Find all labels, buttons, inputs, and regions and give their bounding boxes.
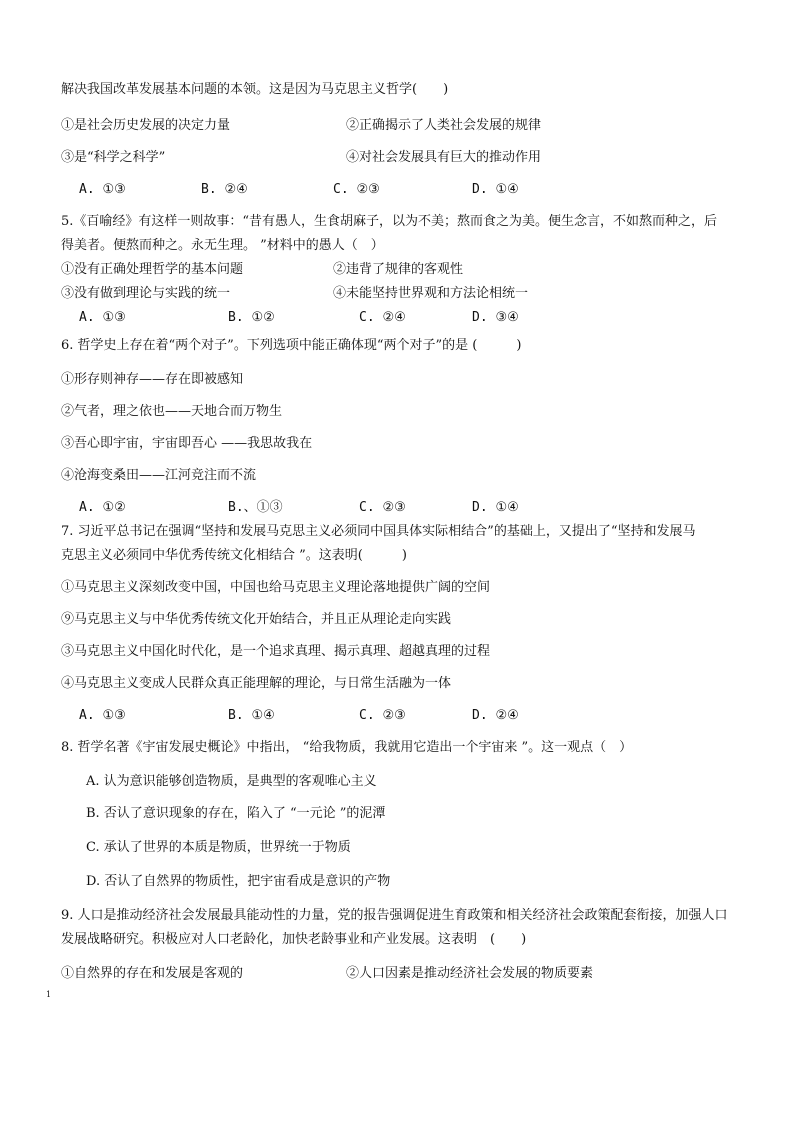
q4-statement-4: ④对社会发展具有巨大的推动作用 [346,150,542,165]
q4-statement-3: ③是“科学之科学” [61,150,166,165]
page-number: 1 [46,990,52,999]
q6-option-a: A. ①② [79,500,126,515]
q5-statement-4: ④未能坚持世界观和方法论相统一 [333,286,529,301]
q4-statement-1: ①是社会历史发展的决定力量 [61,118,231,133]
q6-stem: 6. 哲学史上存在着“两个对子”。下列选项中能正确体现“两个对子”的是 ( ) [61,338,522,353]
q5-option-b: B. ①② [228,310,275,325]
q5-statement-1: ①没有正确处理哲学的基本问题 [61,262,244,277]
q4-statement-2: ②正确揭示了人类社会发展的规律 [346,118,542,133]
q8-stem: 8. 哲学名著《宇宙发展史概论》中指出， “给我物质，我就用它造出一个宇宙来 ”。这一观点（ ） [61,740,633,755]
q6-statement-3: ③吾心即宇宙，宇宙即吾心 ——我思故我在 [61,436,313,451]
q7-statement-3: ③马克思主义中国化时代化，是一个追求真理、揭示真理、超越真理的过程 [61,644,491,659]
q6-option-b: B.、①③ [228,500,283,515]
q6-option-d: D. ①④ [472,500,519,515]
q6-statement-4: ④沧海变桑田——江河竞注而不流 [61,468,257,483]
q7-option-a: A. ①③ [79,708,126,723]
q5-option-a: A. ①③ [79,310,126,325]
q7-statement-2: ⑨马克思主义与中华优秀传统文化开始结合，并且正从理论走向实践 [61,612,452,627]
q8-option-b: B. 否认了意识现象的存在，陷入了 “一元论 ”的泥潭 [86,806,386,821]
q8-option-a: A. 认为意识能够创造物质，是典型的客观唯心主义 [86,774,377,789]
q4-option-c: C. ②③ [333,182,380,197]
q7-stem-line-2: 克思主义必须同中华优秀传统文化相结合 ”。这表明( ) [61,548,407,563]
q9-stem-line-2: 发展战略研究。积极应对人口老龄化，加快老龄事业和产业发展。这表明 ( ) [61,932,527,947]
q5-option-c: C. ②④ [359,310,406,325]
q9-statement-1: ①自然界的存在和发展是客观的 [61,966,244,981]
q8-option-c: C. 承认了世界的本质是物质，世界统一于物质 [86,840,351,855]
q7-option-b: B. ①④ [228,708,275,723]
q5-statement-2: ②违背了规律的客观性 [333,262,464,277]
q4-stem-continuation: 解决我国改革发展基本问题的本领。这是因为马克思主义哲学( ) [61,82,449,97]
q7-option-c: C. ②③ [359,708,406,723]
q7-statement-4: ④马克思主义变成人民群众真正能理解的理论，与日常生活融为一体 [61,676,452,691]
q4-option-a: A. ①③ [79,182,126,197]
q7-option-d: D. ②④ [472,708,519,723]
q5-stem-line-1: 5.《百喻经》有这样一则故事：“昔有愚人，生食胡麻子，以为不美；熬而食之为美。便生念言，不如熬而种之，后 [61,214,718,229]
q6-statement-2: ②气者，理之依也——天地合而万物生 [61,404,283,419]
q5-stem-line-2: 得美者。便熬而种之。永无生理。 ”材料中的愚人（ ） [61,238,384,253]
q4-option-b: B. ②④ [201,182,248,197]
q9-statement-2: ②人口因素是推动经济社会发展的物质要素 [346,966,594,981]
q5-option-d: D. ③④ [472,310,519,325]
q4-option-d: D. ①④ [472,182,519,197]
q5-statement-3: ③没有做到理论与实践的统一 [61,286,231,301]
q8-option-d: D. 否认了自然界的物质性，把宇宙看成是意识的产物 [86,874,391,889]
q6-statement-1: ①形存则神存——存在即被感知 [61,372,244,387]
q7-statement-1: ①马克思主义深刻改变中国，中国也给马克思主义理论落地提供广阔的空间 [61,580,491,595]
q6-option-c: C. ②③ [359,500,406,515]
q9-stem-line-1: 9. 人口是推动经济社会发展最具能动性的力量，党的报告强调促进生育政策和相关经济社会政策配套衔接，加强人口 [61,908,728,923]
q7-stem-line-1: 7. 习近平总书记在强调“坚持和发展马克思主义必须同中国具体实际相结合”的基础上，又提出了“坚持和发展马 [61,524,696,539]
